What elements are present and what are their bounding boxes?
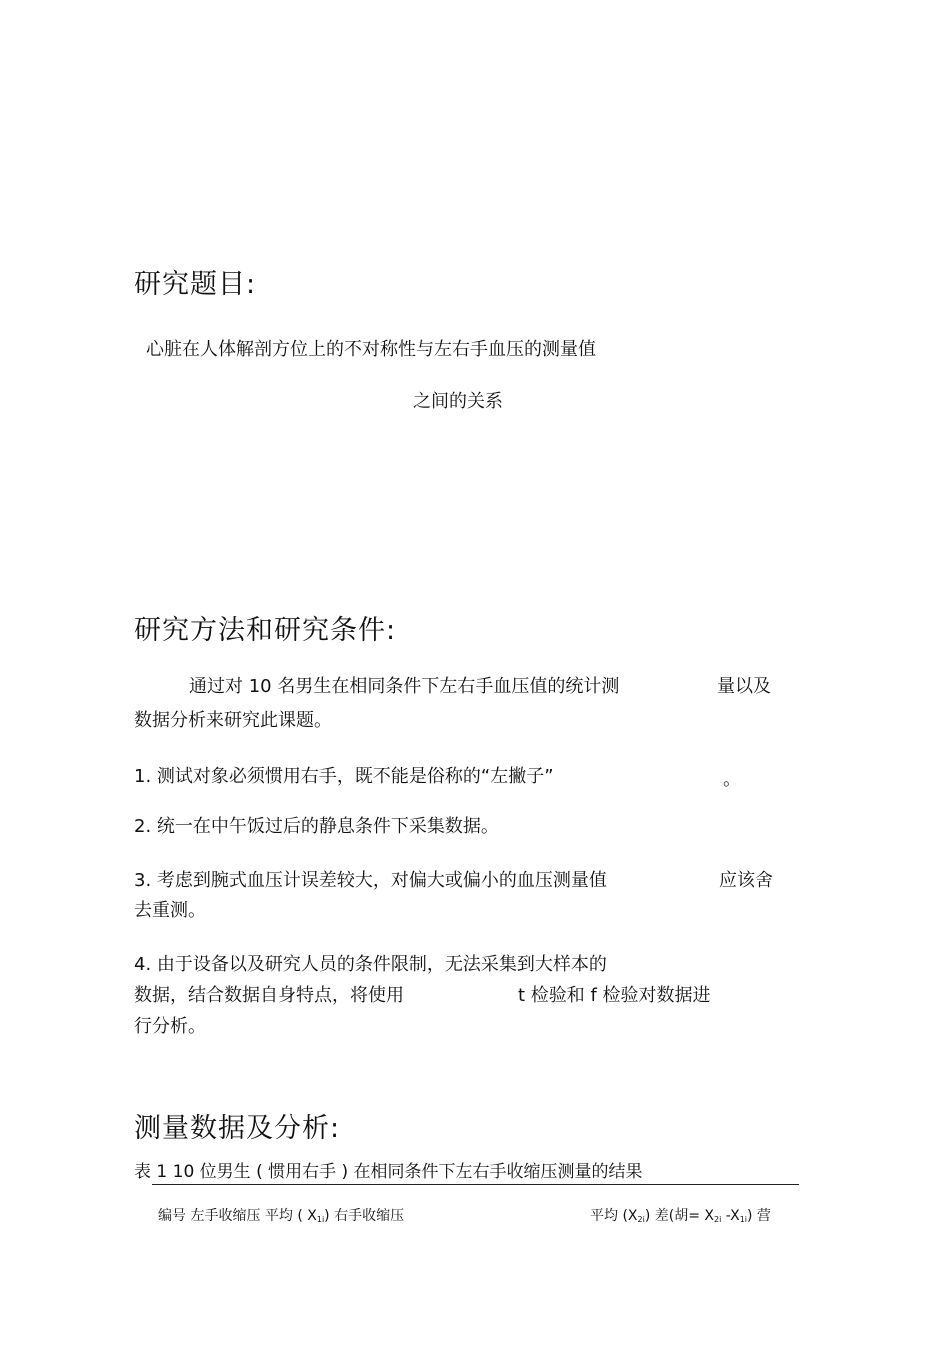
methods-intro-line2: 数据分析来研究此课题。: [134, 710, 332, 731]
header-text: -X: [721, 1208, 740, 1224]
methods-intro-line1: 通过对 10 名男生在相同条件下左右手血压值的统计测: [189, 676, 620, 697]
table-top-rule: [152, 1184, 799, 1185]
condition-item-3: 3. 考虑到腕式血压计误差较大，对偏大或偏小的血压测量值: [134, 870, 607, 891]
condition-item-1: 1. 测试对象必须惯用右手，既不能是俗称的“左撇子”: [134, 766, 554, 787]
header-sub: 2i: [713, 1215, 722, 1224]
condition-item-2: 2. 统一在中午饭过后的静息条件下采集数据。: [134, 816, 499, 837]
methods-heading: 研究方法和研究条件:: [134, 615, 397, 646]
header-text: ) 右手收缩压: [324, 1208, 405, 1224]
header-sub: 2i: [637, 1215, 645, 1224]
header-sub: 1i: [316, 1215, 325, 1224]
table-caption: 表 1 10 位男生 ( 惯用右手 ) 在相同条件下左右手收缩压测量的结果: [134, 1162, 643, 1182]
analysis-heading: 测量数据及分析:: [134, 1113, 341, 1144]
condition-item-1-end: 。: [723, 769, 741, 790]
topic-line-2: 之间的关系: [413, 391, 503, 412]
table-header-left: [158, 1205, 404, 1225]
condition-item-3-end: 应该舍: [719, 870, 773, 891]
condition-item-4-line2-end: t 检验和 f 检验对数据进: [518, 985, 711, 1006]
header-text: ) 差(胡= X: [644, 1208, 714, 1224]
header-sub: 1i: [739, 1215, 748, 1224]
header-text: 编号 左手收缩压 平均 ( X: [158, 1208, 317, 1224]
condition-item-4-line3: 行分析。: [134, 1016, 206, 1037]
condition-item-3-line2: 去重测。: [134, 900, 206, 921]
topic-line-1: 心脏在人体解剖方位上的不对称性与左右手血压的测量值: [146, 339, 596, 360]
condition-item-4: 4. 由于设备以及研究人员的条件限制，无法采集到大样本的: [134, 954, 607, 975]
methods-intro-line1-end: 量以及: [717, 676, 771, 697]
header-text: 平均 (X: [590, 1208, 638, 1224]
table-header-right: [590, 1205, 771, 1225]
topic-heading: 研究题目:: [134, 269, 257, 300]
condition-item-4-line2: 数据，结合数据自身特点，将使用: [134, 985, 404, 1006]
header-text: ) 营: [747, 1208, 771, 1224]
